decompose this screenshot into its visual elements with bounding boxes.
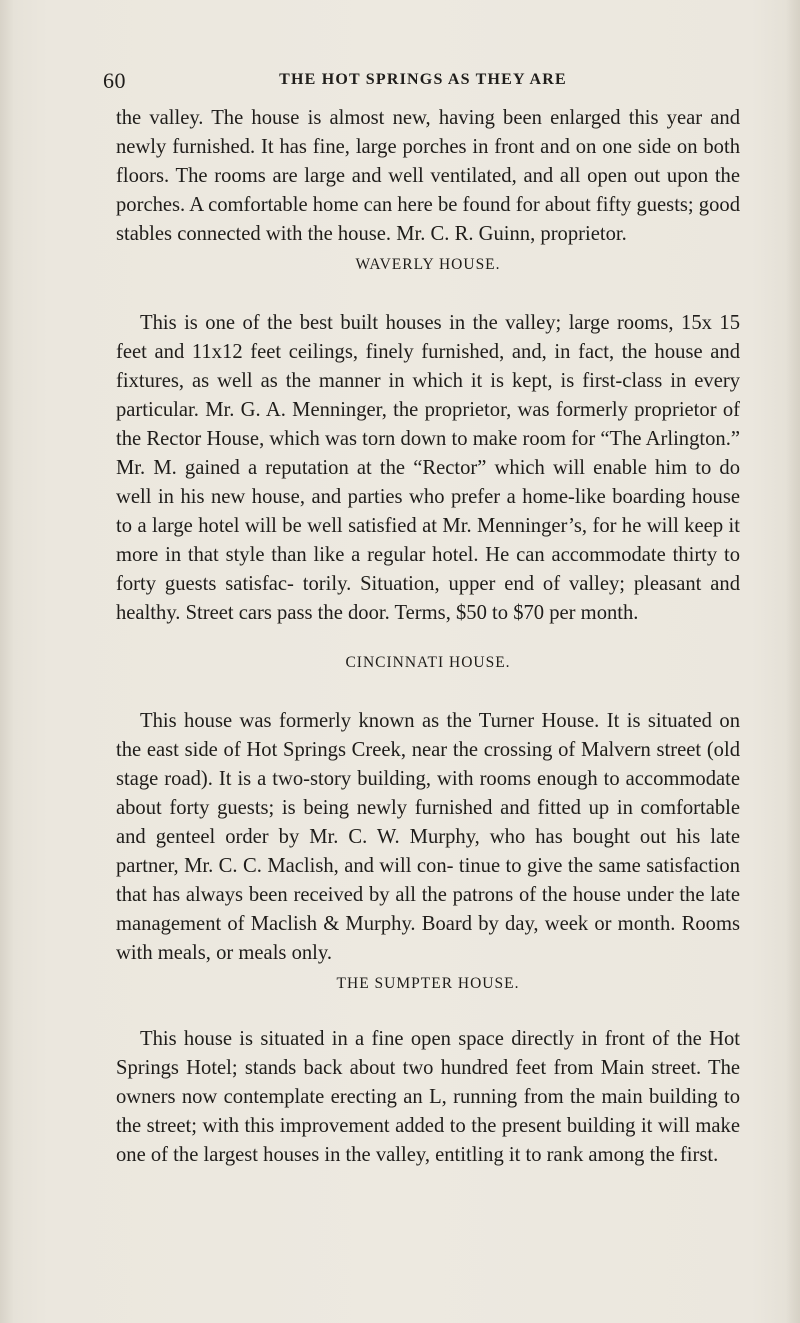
paragraph-sumpter-house: This house is situated in a fine open space directly in front of the Hot Springs Hotel; stands back about two hundred feet from Main street. The owners now contemplate erecting an L, running from the main building to the street; with this improvement added to the present building it will make one of the largest houses in the valley, entitling it to rank among the first. bbox=[116, 1028, 740, 1166]
page-edge-shadow bbox=[786, 0, 800, 1323]
paragraph-continued: the valley. The house is almost new, having been enlarged this year and newly furnished. It has fine, large porches in front and on one side on both floors. The rooms are large and well ventilated, and all open out upon the porches. A comfortable home can here be found for about fifty guests; good stables connected with the house. Mr. C. R. Guinn, proprietor. bbox=[116, 107, 740, 245]
section-heading-waverly-house: WAVERLY HOUSE. bbox=[355, 256, 501, 273]
section-heading-sumpter-house: THE SUMPTER HOUSE. bbox=[336, 975, 520, 992]
running-header bbox=[103, 68, 743, 98]
paragraph-cincinnati-house: This house was formerly known as the Turner House. It is situated on the east side of Hot Springs Creek, near the crossing of Malvern street (old stage road). It is a two-story building, with rooms enough to accommodate about forty guests; is being newly furnished and fitted up in comfortable and genteel order by Mr. C. W. Murphy, who has bought out his late partner, Mr. C. C. Maclish, and will con- tinue to give the same satisfaction that has always been received by all the patrons of the house under the late management of Maclish & Murphy. Board by day, week or month. Rooms with meals, or meals only. bbox=[116, 710, 740, 964]
paragraph-waverly-house: This is one of the best built houses in the valley; large rooms, 15x 15 feet and 11x12 feet ceilings, finely furnished, and, in fact, the house and fixtures, as well as the manner in which it is kept, is first-class in every particular. Mr. G. A. Menninger, the proprietor, was formerly proprietor of the Rector House, which was torn down to make room for “The Arlington.” Mr. M. gained a reputation at the “Rector” which will enable him to do well in his new house, and parties who prefer a home-like boarding house to a large hotel will be well satisfied at Mr. Menninger’s, for he will keep it more in that style than like a regular hotel. He can accommodate thirty to forty guests satisfac- torily. Situation, upper end of valley; pleasant and healthy. Street cars pass the door. Terms, $50 to $70 per month. bbox=[116, 312, 740, 624]
page-number: 60 bbox=[103, 68, 126, 93]
page-gutter-shadow bbox=[0, 0, 14, 1323]
body-text bbox=[116, 104, 740, 1170]
running-title: THE HOT SPRINGS AS THEY ARE bbox=[279, 71, 567, 88]
section-heading-cincinnati-house: CINCINNATI HOUSE. bbox=[345, 654, 511, 671]
